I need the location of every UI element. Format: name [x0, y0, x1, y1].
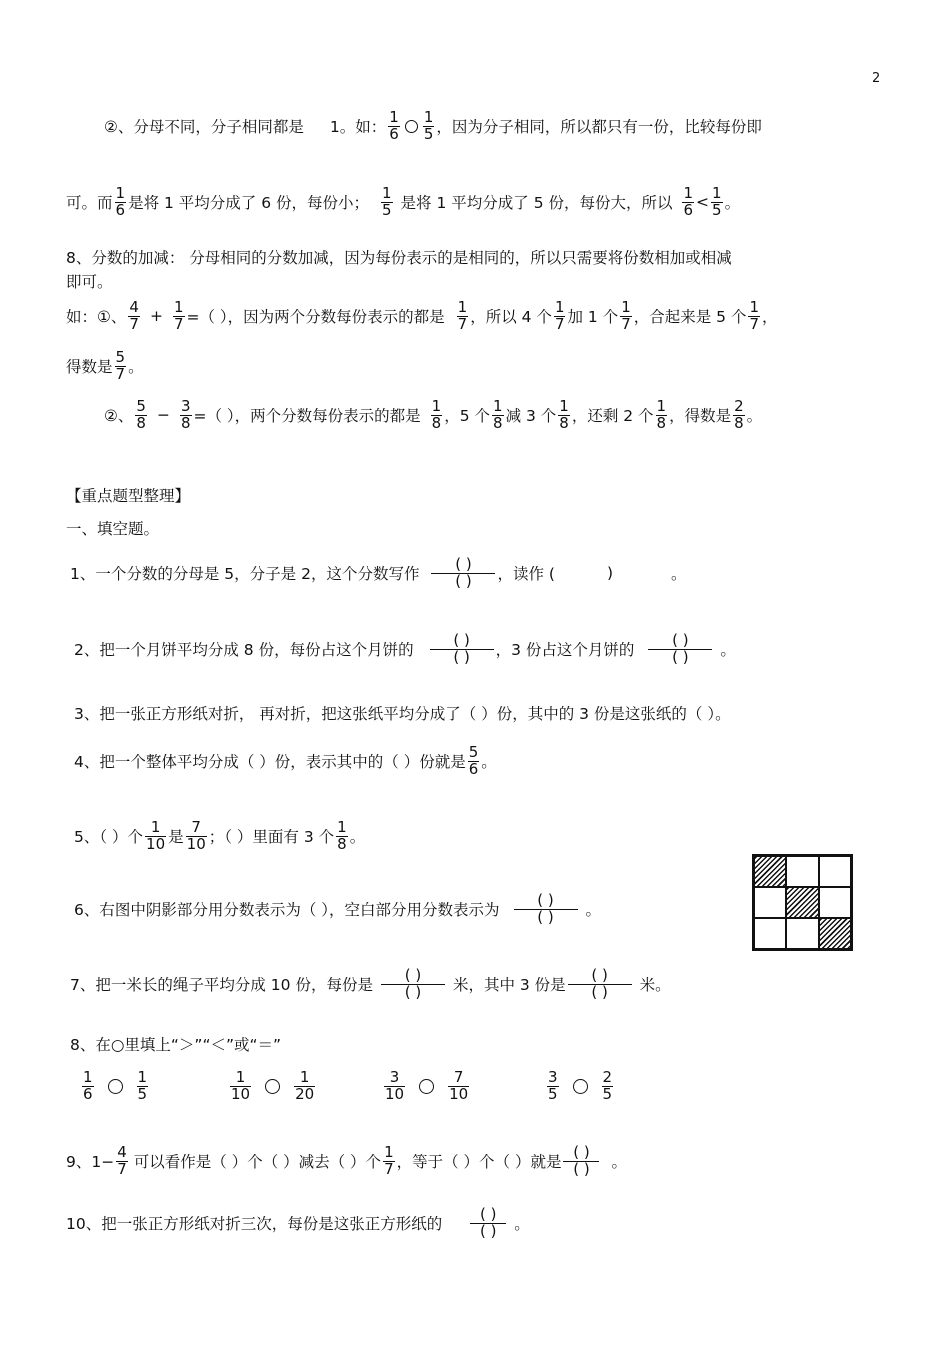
compare-circle-icon[interactable] [419, 1079, 434, 1094]
answer-blank-fraction[interactable]: $\frac{( )}{( )}$ [568, 968, 632, 1001]
text: 减 3 个 [505, 407, 557, 426]
text: =（ ），因为两个分数每份表示的都是 [186, 308, 445, 327]
fraction: $\frac{1}{5}$ [423, 108, 434, 143]
question-10 [66, 1207, 530, 1240]
compare-pair [382, 1070, 545, 1103]
question-8-title: 8、在○里填上“＞”“＜”或“＝” [70, 1036, 282, 1054]
less-than-sign: < [696, 193, 710, 212]
question-6 [74, 893, 601, 926]
compare-pair [545, 1070, 615, 1103]
fraction: $\frac{1}{5}$ [712, 184, 722, 219]
fraction: $\frac{1}{7}$ [384, 1143, 394, 1178]
fraction: $\frac{1}{10}$ [231, 1068, 251, 1103]
fraction: $\frac{2}{8}$ [734, 397, 744, 432]
answer-blank-fraction[interactable]: $\frac{( )}{( )}$ [430, 633, 494, 666]
text: 2、把一个月饼平均分成 8 份，每份占这个月饼的 [74, 641, 414, 660]
text: 1、一个分数的分母是 5，分子是 2，这个分数写作 [70, 565, 420, 584]
text: 。 [724, 194, 741, 213]
answer-blank-fraction[interactable]: $\frac{( )}{( )}$ [514, 893, 578, 926]
text: 是将 1 平均分成了 5 份，每份大，所以 [400, 194, 673, 213]
answer-blank-fraction[interactable]: $\frac{( )}{( )}$ [431, 557, 495, 590]
question-2 [74, 633, 736, 666]
text: 1。如： [329, 118, 387, 137]
grid-cell-blank [819, 887, 851, 918]
compare-pair [228, 1070, 382, 1103]
fraction: $\frac{5}{8}$ [136, 397, 146, 432]
answer-blank-fraction[interactable]: $\frac{( )}{( )}$ [381, 968, 445, 1001]
compare-circle-icon[interactable] [265, 1079, 280, 1094]
question-3: 3、把一张正方形纸对折， 再对折，把这张纸平均分成了（ ）份，其中的 3 份是这张纸的（ ）。 [74, 705, 731, 723]
fraction: $\frac{1}{6}$ [115, 184, 126, 219]
text: 5、（ ）个 [74, 828, 144, 847]
fraction: $\frac{5}{6}$ [468, 743, 479, 778]
shaded-grid-figure [752, 854, 853, 951]
text: ) [606, 564, 613, 583]
section-title: 【重点题型整理】 [66, 487, 191, 505]
text: 。 [128, 358, 144, 377]
fraction: $\frac{1}{8}$ [559, 397, 569, 432]
fraction: $\frac{1}{7}$ [554, 298, 565, 333]
question-5 [74, 820, 365, 853]
text: 。 [585, 901, 602, 920]
text: 。 [611, 1153, 627, 1172]
grid-cell-shaded [754, 856, 786, 887]
text: 。 [514, 1215, 530, 1234]
fraction: $\frac{1}{6}$ [83, 1068, 93, 1103]
grid-cell-shaded [819, 918, 851, 949]
sec8-line-2: 即可。 [66, 273, 113, 291]
fraction: $\frac{1}{5}$ [382, 184, 392, 219]
fraction: $\frac{1}{6}$ [683, 184, 694, 219]
text: 可以看作是（ ）个（ ）减去（ ）个 [133, 1153, 382, 1172]
text: ②、分母不同，分子相同都是 [104, 118, 304, 137]
question-8-pairs [80, 1070, 615, 1103]
text: 4、把一个整体平均分成（ ）份，表示其中的（ ）份就是 [74, 753, 466, 772]
text: ；（ ）里面有 3 个 [208, 828, 335, 847]
text: ，所以 4 个 [470, 308, 552, 327]
text: ，还剩 2 个 [571, 407, 654, 426]
text: 10、把一张正方形纸对折三次，每份是这张正方形纸的 [66, 1215, 443, 1234]
text: =（ ），两个分数每份表示的都是 [193, 407, 421, 426]
fraction: $\frac{4}{7}$ [117, 1143, 127, 1178]
text: ， [762, 308, 778, 327]
answer-blank-fraction[interactable]: $\frac{( )}{( )}$ [563, 1145, 599, 1178]
page-number: 2 [872, 71, 881, 86]
text: 9、1− [66, 1153, 115, 1172]
grid-cell-blank [754, 887, 786, 918]
fraction: $\frac{1}{10}$ [146, 818, 166, 853]
intro-line-1 [104, 110, 762, 143]
plus-sign: + [149, 307, 163, 326]
text: ，合起来是 5 个 [633, 308, 747, 327]
text: 。 [349, 828, 366, 847]
text: ，因为分子相同，所以都只有一份，比较每份即 [436, 118, 762, 137]
fraction: $\frac{3}{5}$ [548, 1068, 558, 1103]
text: 如：①、 [66, 308, 127, 327]
text: ，得数是 [669, 407, 732, 426]
fraction: $\frac{1}{8}$ [493, 397, 503, 432]
grid-cell-blank [754, 918, 786, 949]
fraction: $\frac{4}{7}$ [129, 298, 139, 333]
question-7 [70, 968, 671, 1001]
grid-cell-blank [819, 856, 851, 887]
fraction: $\frac{1}{8}$ [656, 397, 667, 432]
fraction: $\frac{7}{10}$ [186, 818, 206, 853]
text: 。 [746, 407, 763, 426]
example-1 [66, 300, 778, 333]
text: ，等于（ ）个（ ）就是 [396, 1153, 562, 1172]
compare-circle-icon[interactable] [573, 1079, 588, 1094]
answer-blank-fraction[interactable]: $\frac{( )}{( )}$ [470, 1207, 506, 1240]
text: 得数是 [66, 358, 113, 377]
text: 7、把一米长的绳子平均分成 10 份，每份是 [70, 976, 373, 995]
example-1-result [66, 350, 144, 383]
fraction: $\frac{1}{7}$ [173, 298, 184, 333]
answer-blank-fraction[interactable]: $\frac{( )}{( )}$ [648, 633, 712, 666]
text: ②、 [104, 407, 134, 426]
text: ，3 份占这个月饼的 [495, 641, 635, 660]
minus-sign: − [156, 406, 170, 425]
fraction: $\frac{1}{7}$ [457, 298, 468, 333]
sec8-line-1: 8、分数的加减： 分母相同的分数加减，因为每份表示的是相同的，所以只需要将份数相加或相减 [66, 249, 732, 267]
text: 是将 1 平均分成了 6 份，每份小； [128, 194, 369, 213]
fraction: $\frac{1}{8}$ [337, 818, 347, 853]
text: 是 [168, 828, 184, 847]
grid-cell-blank [786, 856, 818, 887]
text: ，读作 ( [497, 565, 555, 584]
text: 可。而 [66, 194, 113, 213]
fraction: $\frac{3}{10}$ [385, 1068, 405, 1103]
grid-cell-shaded [786, 887, 818, 918]
text: ，5 个 [444, 407, 491, 426]
compare-pair [80, 1070, 228, 1103]
question-4 [74, 745, 497, 778]
fraction: $\frac{5}{7}$ [115, 348, 126, 383]
fraction: $\frac{1}{8}$ [431, 397, 442, 432]
text: 。 [481, 753, 497, 772]
fraction: $\frac{3}{8}$ [180, 397, 191, 432]
text: 6、右图中阴影部分用分数表示为（ ），空白部分用分数表示为 [74, 901, 500, 920]
fraction: $\frac{1}{7}$ [749, 298, 760, 333]
fraction: $\frac{1}{20}$ [295, 1068, 315, 1103]
text: 米，其中 3 份是 [452, 976, 566, 995]
fraction: $\frac{1}{7}$ [621, 298, 631, 333]
example-2 [104, 399, 762, 432]
question-9 [66, 1145, 627, 1178]
compare-circle-icon[interactable] [108, 1079, 123, 1094]
text: 。 [671, 565, 687, 584]
fraction: $\frac{7}{10}$ [449, 1068, 469, 1103]
compare-circle-icon [405, 120, 418, 133]
intro-line-2 [66, 186, 740, 219]
text: 。 [720, 641, 736, 660]
fraction: $\frac{1}{6}$ [389, 108, 399, 143]
text: 米。 [639, 976, 671, 995]
text: 加 1 个 [567, 308, 619, 327]
question-1 [70, 557, 687, 590]
fraction: $\frac{2}{5}$ [602, 1068, 613, 1103]
grid-cell-blank [786, 918, 818, 949]
part-title: 一、填空题。 [66, 520, 160, 538]
fraction: $\frac{1}{5}$ [137, 1068, 148, 1103]
